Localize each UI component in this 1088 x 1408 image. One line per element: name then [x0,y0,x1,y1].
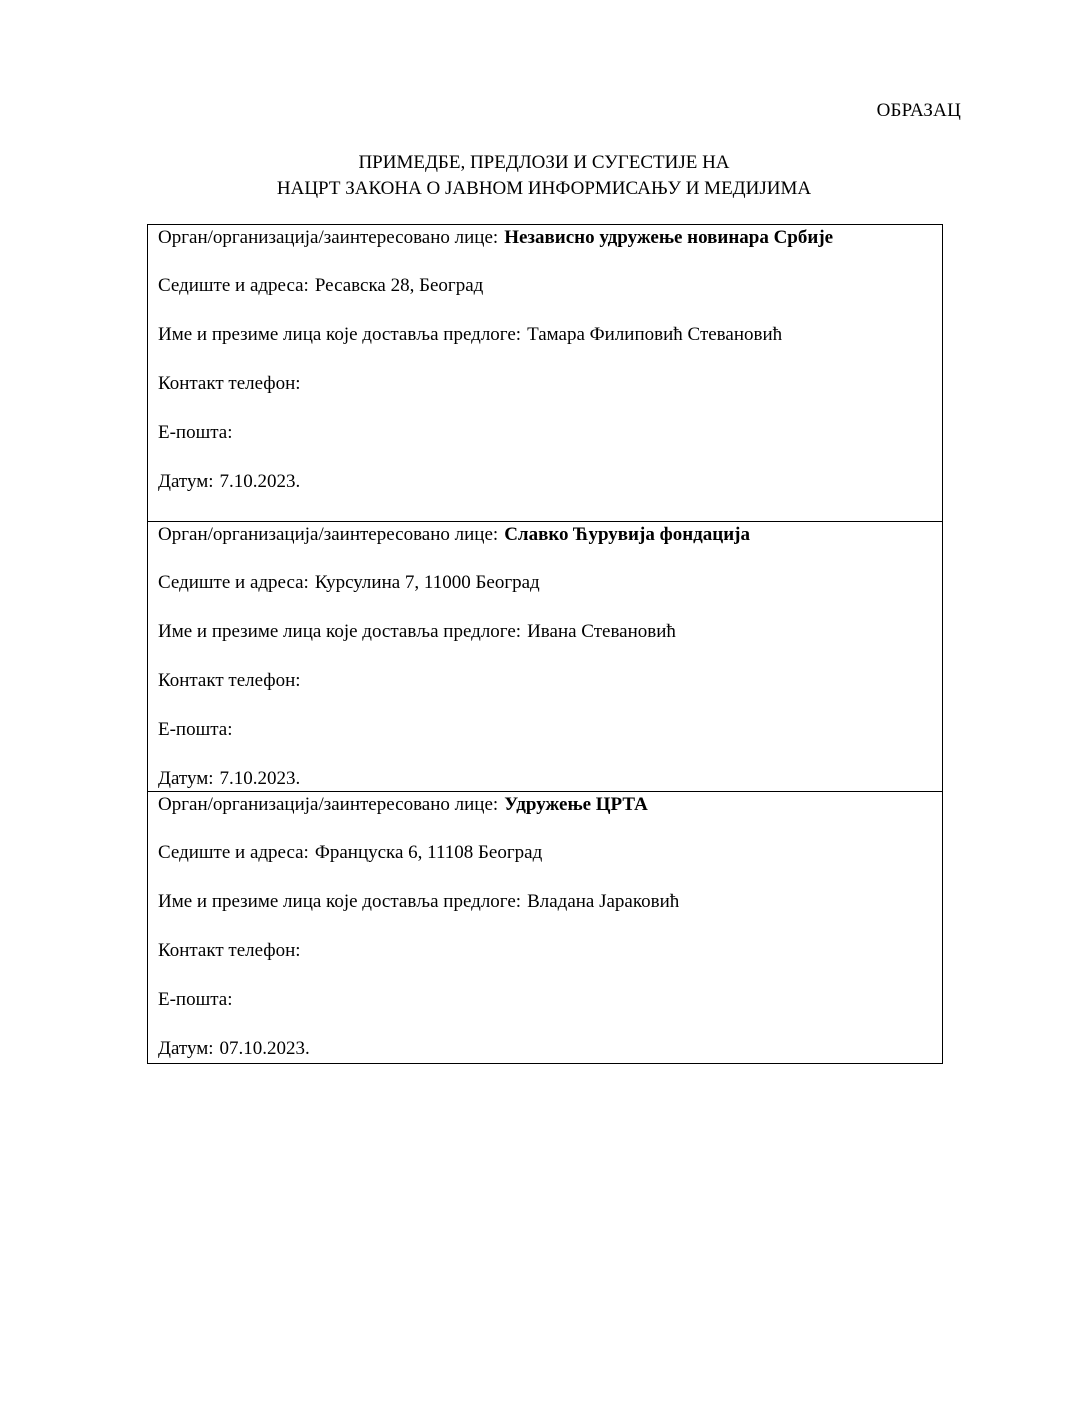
date-value: 07.10.2023. [219,1038,310,1059]
organization-row [158,227,833,249]
organization-value: Удружење ЦРТА [504,794,648,815]
person-value: Владана Јараковић [527,891,680,912]
date-row [158,768,300,790]
phone-row [158,373,307,395]
phone-label: Контакт телефон: [158,373,301,394]
phone-label: Контакт телефон: [158,940,301,961]
address-label: Седиште и адреса: [158,842,309,863]
phone-row [158,670,307,692]
phone-label: Контакт телефон: [158,670,301,691]
document-title [0,150,1088,202]
organization-row [158,524,750,546]
person-label: Име и презиме лица које доставља предлоге: [158,891,522,912]
address-row [158,842,542,864]
email-label: Е-пошта: [158,422,233,443]
organization-label: Орган/организација/заинтересовано лице: [158,227,499,248]
organization-label: Орган/организација/заинтересовано лице: [158,524,499,545]
submission-form-table [147,224,943,1064]
date-label: Датум: [158,471,214,492]
date-label: Датум: [158,768,214,789]
title-line-1: ПРИМЕДБЕ, ПРЕДЛОЗИ И СУГЕСТИЈЕ НА [358,152,730,173]
address-value: Курсулина 7, 11000 Београд [314,572,540,593]
organization-row [158,794,648,816]
date-value: 7.10.2023. [219,471,301,492]
person-row [158,324,782,346]
address-row [158,572,540,594]
date-value: 7.10.2023. [219,768,301,789]
address-row [158,275,483,297]
person-row [158,891,679,913]
person-label: Име и презиме лица које доставља предлоге: [158,324,522,345]
title-line-2: НАЦРТ ЗАКОНА О ЈАВНОМ ИНФОРМИСАЊУ И МЕДИЈИМА [276,178,812,199]
phone-row [158,940,307,962]
person-label: Име и презиме лица које доставља предлоге: [158,621,522,642]
address-label: Седиште и адреса: [158,275,309,296]
form-label: ОБРАЗАЦ [876,100,961,121]
date-label: Датум: [158,1038,214,1059]
submission-entry [148,791,942,1063]
organization-value: Славко Ћурувија фондација [504,524,750,545]
email-row [158,422,238,444]
date-row [158,1038,310,1060]
organization-value: Независно удружење новинара Србије [504,227,834,248]
person-value: Ивана Стевановић [527,621,676,642]
email-label: Е-пошта: [158,719,233,740]
organization-label: Орган/организација/заинтересовано лице: [158,794,499,815]
submission-entry [148,521,942,791]
address-value: Француска 6, 11108 Београд [314,842,543,863]
address-label: Седиште и адреса: [158,572,309,593]
email-label: Е-пошта: [158,989,233,1010]
person-row [158,621,676,643]
email-row [158,989,238,1011]
email-row [158,719,238,741]
submission-entry [148,225,942,521]
person-value: Тамара Филиповић Стевановић [527,324,783,345]
date-row [158,471,300,493]
address-value: Ресавска 28, Београд [314,275,484,296]
